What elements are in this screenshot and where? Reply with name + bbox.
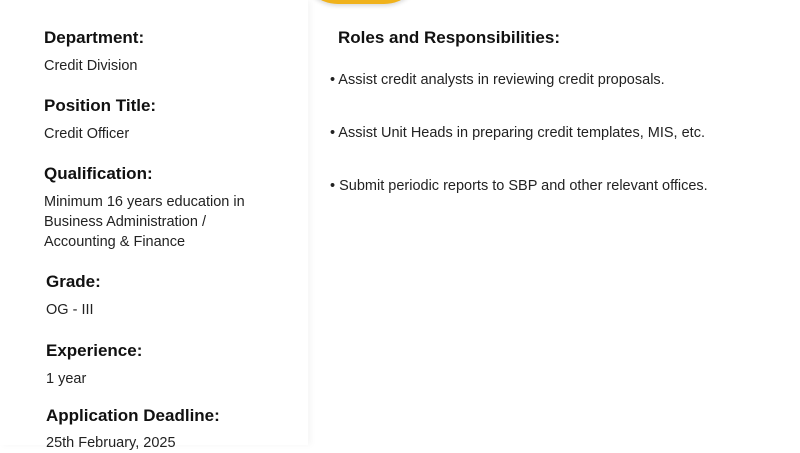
department-label: Department: bbox=[44, 28, 145, 47]
deadline-value: 25th February, 2025 bbox=[46, 435, 176, 451]
role-item: • Submit periodic reports to SBP and other relevant offices. bbox=[330, 178, 708, 194]
roles-title: Roles and Responsibilities: bbox=[338, 28, 560, 47]
roles-section bbox=[330, 28, 788, 194]
deadline-label: Application Deadline: bbox=[46, 406, 220, 425]
position-field bbox=[44, 96, 156, 144]
qualification-field bbox=[44, 164, 245, 252]
experience-label: Experience: bbox=[46, 341, 143, 360]
experience-field bbox=[46, 341, 142, 389]
department-field bbox=[44, 28, 144, 76]
position-label: Position Title: bbox=[44, 96, 157, 115]
deadline-field bbox=[46, 406, 220, 453]
experience-value: 1 year bbox=[46, 371, 87, 387]
grade-value: OG - III bbox=[46, 302, 94, 318]
role-item: • Assist Unit Heads in preparing credit templates, MIS, etc. bbox=[330, 125, 705, 141]
qualification-line: Business Administration / bbox=[44, 214, 206, 230]
job-details-panel bbox=[0, 0, 308, 451]
role-item: • Assist credit analysts in reviewing credit proposals. bbox=[330, 72, 665, 88]
grade-label: Grade: bbox=[46, 272, 101, 291]
position-value: Credit Officer bbox=[44, 126, 130, 142]
grade-field bbox=[46, 272, 101, 320]
top-logo-badge bbox=[300, 0, 422, 4]
qualification-value bbox=[44, 192, 245, 252]
qualification-line: Minimum 16 years education in bbox=[44, 194, 245, 210]
qualification-label: Qualification: bbox=[44, 164, 153, 183]
department-value: Credit Division bbox=[44, 58, 138, 74]
qualification-line: Accounting & Finance bbox=[44, 234, 186, 250]
